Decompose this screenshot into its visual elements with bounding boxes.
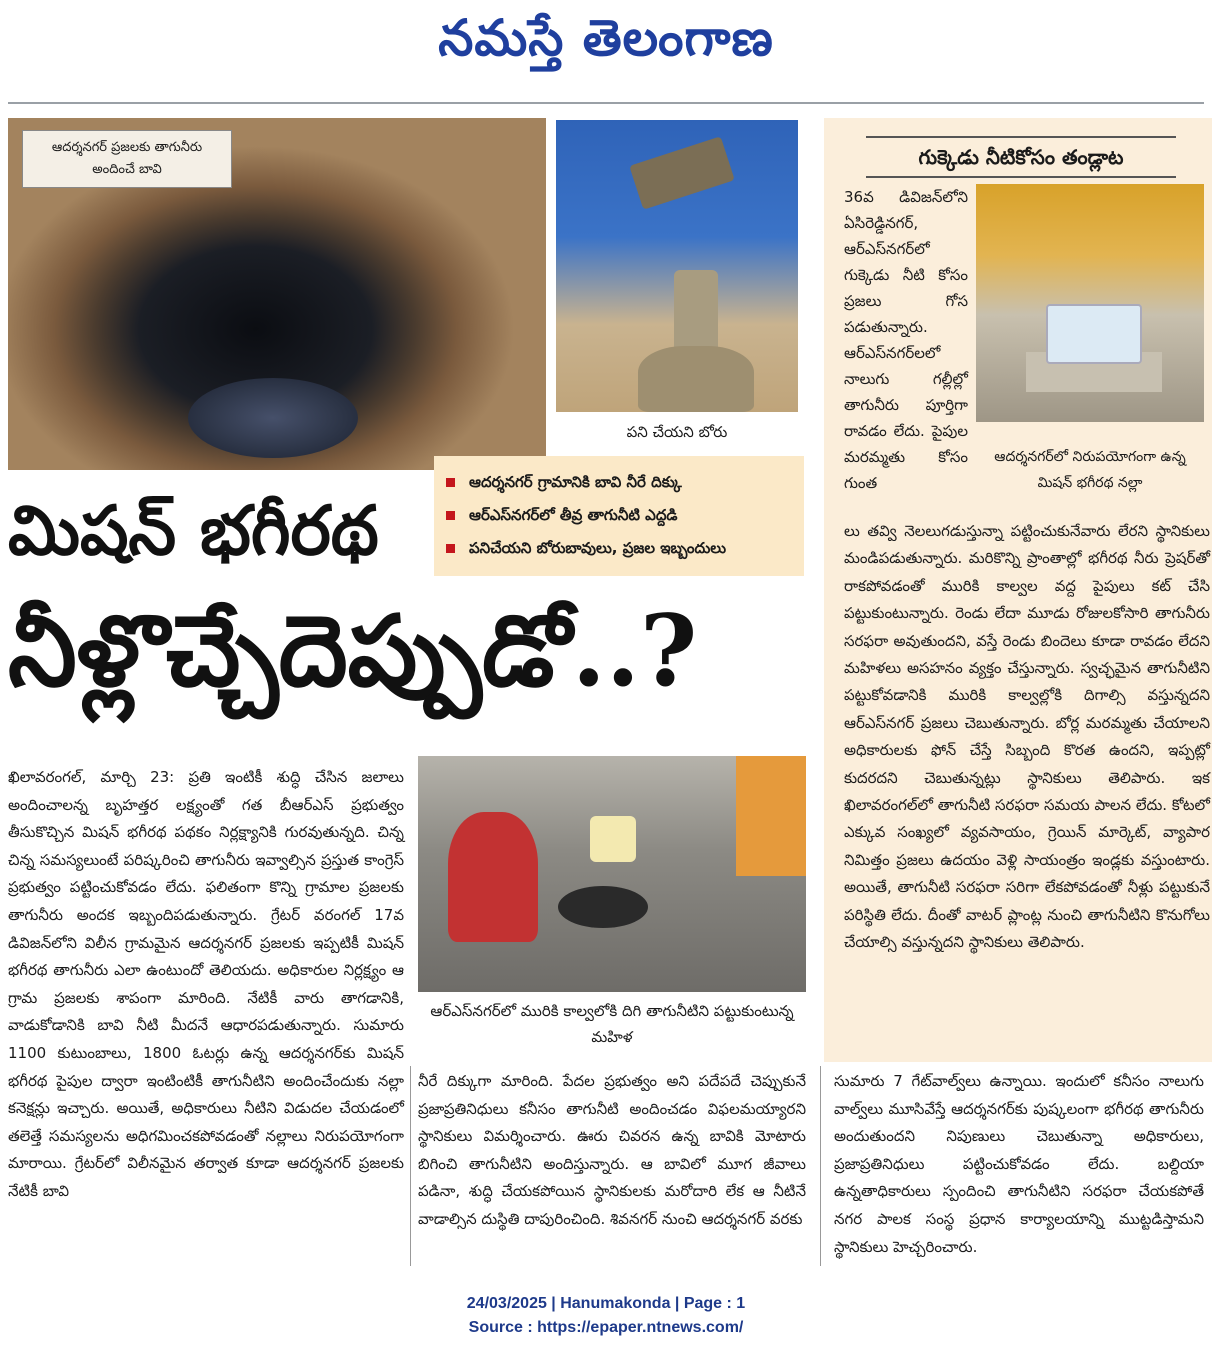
woman-collecting-water-photo	[418, 756, 806, 992]
column-divider	[820, 1066, 821, 1266]
tap-tank	[1046, 304, 1142, 364]
well-photo-caption: ఆదర్శనగర్ ప్రజలకు తాగునీరు అందించే బావి	[22, 130, 232, 188]
bullet-square-icon	[446, 478, 455, 487]
pump-head	[629, 136, 735, 209]
headline-line-2: నీళ్లొచ్చేదెప్పుడో..?	[8, 594, 698, 709]
well-photo	[8, 118, 546, 470]
orange-pillar	[736, 756, 806, 876]
bucket	[590, 816, 636, 862]
woman-figure	[448, 812, 538, 942]
tap-photo-caption: ఆదర్శనగర్‌లో నిరుపయోగంగా ఉన్న మిషన్ భగీరథ నల్లా	[994, 449, 1186, 491]
article-column-left: ఖిలావరంగల్, మార్చి 23: ప్రతి ఇంటికీ శుద్ధి చేసిన జలాలు అందించాలన్న బృహత్తర లక్ష్యంతో గత బీఆర్ఎస్ ప్రభుత్వం తీసుకొచ్చిన మిషన్ భగీరథ పథకం నిర్లక్ష్యానికి గురవుతున్నది. చిన్న చిన్న సమస్యలుంటే పరిష్కరించి తాగునీరు ఇవ్వాల్సిన ప్రస్తుత కాంగ్రెస్ ప్రభుత్వం పట్టించుకోవడం లేదు. ఫలితంగా కొన్ని గ్రామాల ప్రజలకు తాగునీరు అందక ఇబ్బందిపడుతున్నారు. గ్రేటర్ వరంగల్ 17వ డివిజన్‌లోని విలీన గ్రామమైన ఆదర్శనగర్ ప్రజలకు ఇప్పటికీ మిషన్ భగీరథ తాగునీరు ఎలా ఉంటుందో తెలియదు. అధికారుల నిర్లక్ష్యం ఆ గ్రామ ప్రజలకు శాపంగా మారింది. నేటికీ వారు తాగడానికి, వాడుకోడానికి బావి నీటి మీదనే ఆధారపడుతున్నారు. సుమారు 1100 కుటుంబాలు, 1800 ఓటర్లు ఉన్న ఆదర్శనగర్‌కు మిషన్ భగీరథ పైపుల ద్వారా ఇంటింటికీ తాగునీటిని అందించేందుకు నల్లా కనెక్షన్లు ఇచ్చారు. అయితే, అధికారులు నీటిని విడుదల చేయడంలో తలెత్తే సమస్యలను అధిగమించకపోవడంతో నల్లాలు నిరుపయోగంగా మారాయి. గ్రేటర్‌లో విలీనమైన తర్వాత కూడా ఆదర్శనగర్ ప్రజలకు నేటికీ బావి	[8, 768, 404, 1200]
masthead-divider	[8, 102, 1204, 104]
well-water	[188, 378, 358, 458]
woman-photo-caption: ఆర్ఎస్‌నగర్‌లో మురికి కాల్వలోకి దిగి తాగునీటిని పట్టుకుంటున్న మహిళ	[430, 1002, 794, 1046]
pump-photo-caption: పని చేయని బోరు	[626, 423, 728, 441]
column-divider	[410, 1066, 411, 1266]
borewell-pump-photo	[556, 120, 798, 412]
water-tap-photo	[976, 184, 1204, 422]
highlights-box	[434, 456, 804, 576]
headline-line-1: మిషన్ భగీరథ	[8, 491, 379, 571]
article-column-right: సుమారు 7 గేట్‌వాల్వ్‌లు ఉన్నాయి. ఇందులో కనీసం నాలుగు వాల్వ్‌లు మూసివేస్తే ఆదర్శనగర్‌కు పుష్కలంగా భగీరథ తాగునీరు అందుతుందని నిపుణులు చెబుతున్నా అధికారులు, ప్రజాప్రతినిధులు పట్టించుకోవడం లేదు. బల్దియా ఉన్నతాధికారులు స్పందించి తాగునీటిని సరఫరా చేయకపోతే నగర పాలక సంస్థ ప్రధాన కార్యాలయాన్ని ముట్టడిస్తామని స్థానికులు హెచ్చరించారు.	[834, 1072, 1204, 1256]
bullet-square-icon	[446, 544, 455, 553]
article-column-middle: నీరే దిక్కుగా మారింది. పేదల ప్రభుత్వం అని పదేపదే చెప్పుకునే ప్రజాప్రతినిధులు కనీసం తాగునీటి అందించడం విఫలమయ్యారని స్థానికులు విమర్శించారు. ఊరు చివరన ఉన్న బావికి మోటారు బిగించి తాగునీటిని అందిస్తున్నారు. ఆ బావిలో మూగ జీవాలు పడినా, శుద్ధి చేయకపోయిన స్థానికులకు మరోదారి లేక ఆ నీటినే వాడాల్సిన దుస్థితి దాపురించింది. శివనగర్ నుంచి ఆదర్శనగర్ వరకు	[418, 1072, 806, 1228]
footer-source-line: Source : https://epaper.ntnews.com/	[468, 1319, 744, 1336]
highlight-item: ఆదర్శనగర్ గ్రామానికి బావి నీరే దిక్కు	[446, 466, 792, 499]
sidebar-body-text: లు తవ్వి నెలలుగడుస్తున్నా పట్టించుకునేవారు లేరని స్థానికులు మండిపడుతున్నారు. మరికొన్ని ప్రాంతాల్లో భగీరథ నీరు ప్రెషర్‌తో రాకపోవడంతో మురికి కాల్వల వద్ద పైపులు కట్ చేసి పట్టుకుంటున్నారు. రెండు లేదా మూడు రోజులకోసారి తాగునీరు సరఫరా అవుతుందని, వస్తే రెండు బిందెలు కూడా రావడం లేదని మహిళలు అసహనం వ్యక్తం చేస్తున్నారు. స్వచ్ఛమైన తాగునీటిని పట్టుకోవడానికి మురికి కాల్వల్లోకి దిగాల్సి వస్తున్నదని ఆర్ఎస్‌నగర్ ప్రజలు చెబుతున్నారు. బోర్ల మరమ్మతు చేయాలని అధికారులకు ఫోన్ చేస్తే సిబ్బంది కొరత ఉందని, ఇప్పట్లో కుదరదని చెబుతున్నట్లు స్థానికులు తెలిపారు. ఇక ఖిలావరంగల్‌లో తాగునీటి సరఫరా సమయ పాలన లేదు. కోటలో ఎక్కువ సంఖ్యలో వ్యవసాయం, గ్రెయిన్ మార్కెట్, వ్యాపార నిమిత్తం ప్రజలు ఉదయం వెళ్లి సాయంత్రం ఇండ్లకు వస్తుంటారు. అయితే, తాగునీటి సరఫరా సరిగా లేకపోవడంతో నీళ్లు పట్టుకునే పరిస్థితి లేదు. దీంతో వాటర్ ప్లాంట్ల నుంచి తాగునీటిని కొనుగోలు చేయాల్సి వస్తున్నదని స్థానికులు తెలిపారు.	[844, 522, 1210, 952]
page-footer	[0, 1292, 1212, 1340]
highlight-item: ఆర్ఎస్‌నగర్‌లో తీవ్ర తాగునీటి ఎద్దడి	[446, 499, 792, 532]
bullet-square-icon	[446, 511, 455, 520]
basin	[558, 886, 648, 928]
highlight-item: పనిచేయని బోరుబావులు, ప్రజల ఇబ్బందులు	[446, 532, 792, 565]
pump-base	[638, 346, 754, 412]
sidebar-intro-text: 36వ డివిజన్‌లోని ఏసిరెడ్డినగర్, ఆర్ఎస్‌నగర్‌లో గుక్కెడు నీటి కోసం ప్రజలు గోస పడుతున్నారు. ఆర్ఎస్‌నగర్‌లలో నాలుగు గల్లీల్లో తాగునీరు పూర్తిగా రావడం లేదు. పైపుల మరమ్మతు కోసం గుంత	[844, 188, 968, 492]
masthead-logo: నమస్తే తెలంగాణ	[438, 8, 774, 67]
sidebar-title: గుక్కెడు నీటికోసం తండ్లాట	[866, 136, 1176, 178]
footer-date-line: 24/03/2025 | Hanumakonda | Page : 1	[466, 1295, 746, 1312]
